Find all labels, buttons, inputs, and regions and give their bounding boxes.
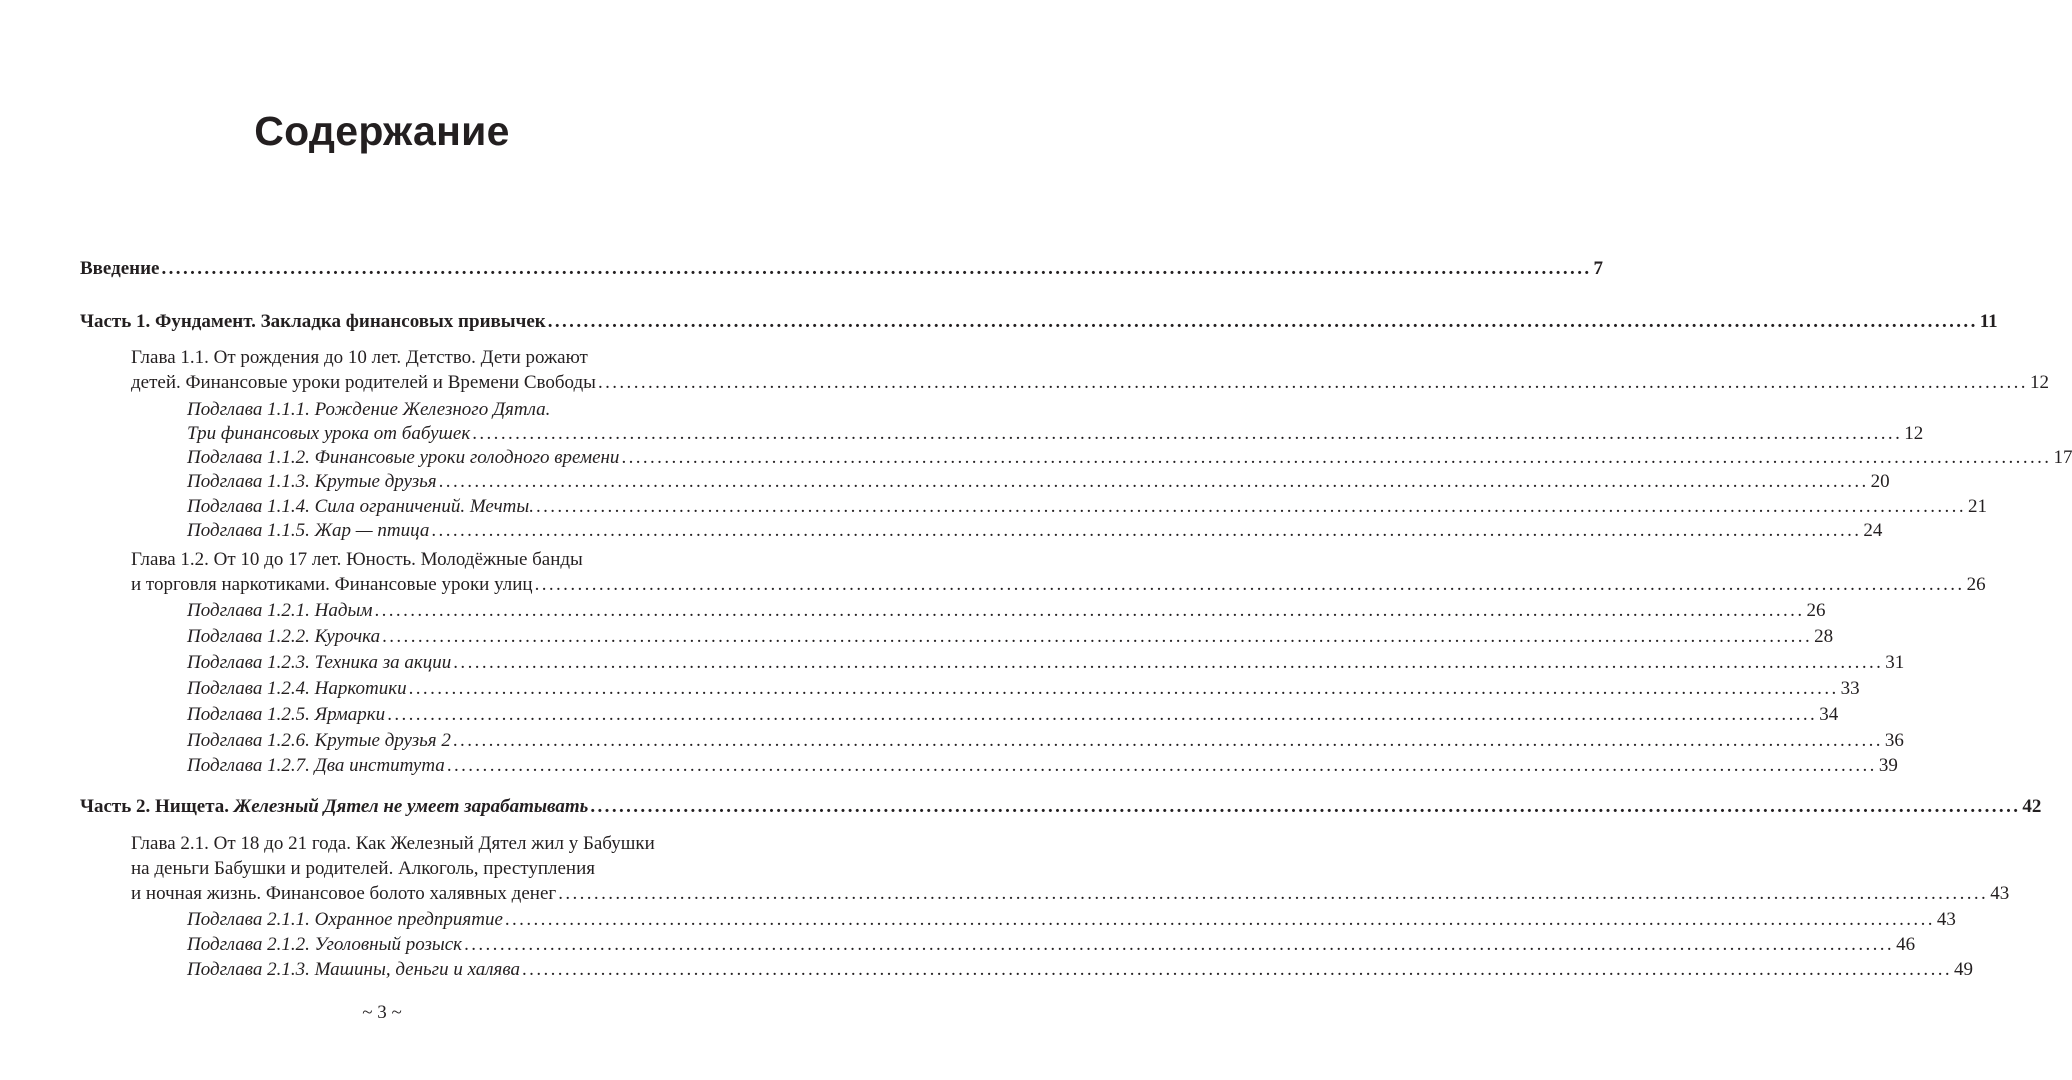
dot-leader: ........................................................................................................................................................................................................ — [464, 934, 1895, 955]
toc-page-number: 12 — [2029, 372, 2049, 393]
toc-chapter-line: Глава 1.1. От рождения до 10 лет. Детство. Дети рожают — [131, 347, 588, 368]
toc-entry-chapter-1-2[interactable] — [131, 572, 1986, 597]
dot-leader: ........................................................................................................................................................................................................ — [452, 730, 1883, 751]
dot-leader: ........................................................................................................................................................................................................ — [382, 626, 1813, 647]
toc-label: Часть 1. Фундамент. Закладка финансовых привычек — [80, 311, 546, 332]
toc-label: Подглава 1.2.6. Крутые друзья 2 — [187, 730, 451, 751]
dot-leader: ........................................................................................................................................................................................................ — [522, 959, 1953, 980]
toc-label — [80, 794, 588, 819]
toc-entry-subchapter[interactable] — [187, 907, 1956, 932]
toc-entry-subchapter[interactable] — [187, 932, 1916, 957]
toc-page-number: 12 — [1904, 423, 1924, 444]
toc-entry-subchapter[interactable] — [187, 702, 1839, 727]
toc-label-part: Часть 2. Нищета. — [80, 796, 234, 817]
toc-page-number: 34 — [1819, 704, 1839, 725]
toc-label: Подглава 2.1.2. Уголовный розыск — [187, 934, 463, 955]
toc-entry-subchapter[interactable] — [187, 421, 1924, 446]
toc-label: Подглава 1.2.4. Наркотики — [187, 678, 407, 699]
toc-entry-part-2[interactable] — [80, 794, 2042, 819]
dot-leader: ........................................................................................................................................................................................................ — [547, 311, 1978, 332]
dot-leader: ........................................................................................................................................................................................................ — [446, 755, 1877, 776]
toc-label: и торговля наркотиками. Финансовые уроки улиц — [131, 574, 533, 595]
toc-label: Подглава 1.2.3. Техника за акции — [187, 652, 452, 673]
toc-label: Подглава 1.1.5. Жар — птица — [187, 520, 430, 541]
toc-label: детей. Финансовые уроки родителей и Времени Свободы — [131, 372, 596, 393]
toc-label: и ночная жизнь. Финансовое болото халявных денег — [131, 883, 557, 904]
toc-page-number: 17 — [2053, 447, 2072, 468]
toc-entry-subchapter[interactable] — [187, 494, 1987, 519]
toc-page-number: 49 — [1954, 959, 1974, 980]
toc-page-number: 33 — [1840, 678, 1860, 699]
toc-label: Подглава 1.1.3. Крутые друзья — [187, 471, 437, 492]
dot-leader: ........................................................................................................................................................................................................ — [408, 678, 1839, 699]
dot-leader: ........................................................................................................................................................................................................ — [558, 883, 1989, 904]
toc-chapter-line: Глава 1.2. От 10 до 17 лет. Юность. Молодёжные банды — [131, 549, 583, 570]
toc-page-number: 36 — [1884, 730, 1904, 751]
dot-leader: ........................................................................................................................................................................................................ — [438, 471, 1869, 492]
toc-label: Подглава 1.1.4. Сила ограничений. Мечты. — [187, 496, 534, 517]
toc-entry-subchapter[interactable] — [187, 445, 2072, 470]
toc-chapter-line: Глава 2.1. От 18 до 21 года. Как Железный Дятел жил у Бабушки — [131, 833, 655, 854]
toc-page-number: 20 — [1870, 471, 1890, 492]
toc-page-number: 43 — [1990, 883, 2010, 904]
toc-label: Введение — [80, 258, 160, 279]
toc-entry-subchapter[interactable] — [187, 650, 1905, 675]
dot-leader: ........................................................................................................................................................................................................ — [374, 600, 1805, 621]
toc-label: Подглава 2.1.1. Охранное предприятие — [187, 909, 503, 930]
toc-page-number: 39 — [1878, 755, 1898, 776]
toc-label: Подглава 1.1.2. Финансовые уроки голодного времени — [187, 447, 620, 468]
page-title: Содержание — [254, 108, 510, 154]
toc-entry-chapter-2-1[interactable] — [131, 881, 2010, 906]
dot-leader: ........................................................................................................................................................................................................ — [453, 652, 1884, 673]
page-number-footer: ~ 3 ~ — [362, 1002, 402, 1023]
toc-page-number: 46 — [1896, 934, 1916, 955]
toc-label: Подглава 1.2.7. Два института — [187, 755, 445, 776]
toc-page-number: 11 — [1979, 311, 1998, 332]
toc-label: Три финансовых урока от бабушек — [187, 423, 471, 444]
toc-entry-subchapter[interactable] — [187, 469, 1890, 494]
dot-leader: ........................................................................................................................................................................................................ — [472, 423, 1903, 444]
dot-leader: ........................................................................................................................................................................................................ — [534, 574, 1965, 595]
toc-page-number: 21 — [1967, 496, 1987, 517]
dot-leader: ........................................................................................................................................................................................................ — [161, 258, 1592, 279]
toc-entry-subchapter[interactable] — [187, 753, 1898, 778]
toc-label: Подглава 2.1.3. Машины, деньги и халява — [187, 959, 521, 980]
dot-leader: ........................................................................................................................................................................................................ — [387, 704, 1818, 725]
toc-entry-subchapter[interactable] — [187, 518, 1883, 543]
dot-leader: ........................................................................................................................................................................................................ — [590, 796, 2021, 817]
toc-page-number: 42 — [2022, 796, 2042, 817]
dot-leader: ........................................................................................................................................................................................................ — [504, 909, 1935, 930]
toc-entry-intro[interactable] — [80, 256, 1603, 281]
toc-page-number: 26 — [1966, 574, 1986, 595]
toc-entry-subchapter[interactable] — [187, 728, 1904, 753]
toc-page-number: 28 — [1814, 626, 1834, 647]
toc-page-number: 7 — [1593, 258, 1603, 279]
toc-label: Подглава 1.2.5. Ярмарки — [187, 704, 386, 725]
toc-subchapter-line: Подглава 1.1.1. Рождение Железного Дятла. — [187, 399, 551, 420]
toc-label: Подглава 1.2.1. Надым — [187, 600, 373, 621]
toc-chapter-line: на деньги Бабушки и родителей. Алкоголь, преступления — [131, 858, 595, 879]
dot-leader: ........................................................................................................................................................................................................ — [431, 520, 1862, 541]
toc-entry-chapter-1-1[interactable] — [131, 370, 2049, 395]
dot-leader: ........................................................................................................................................................................................................ — [597, 372, 2028, 393]
toc-entry-part-1[interactable] — [80, 309, 1998, 334]
toc-entry-subchapter[interactable] — [187, 624, 1834, 649]
toc-page-number: 31 — [1885, 652, 1905, 673]
dot-leader: ........................................................................................................................................................................................................ — [621, 447, 2052, 468]
dot-leader: ........................................................................................................................................................................................................ — [535, 496, 1966, 517]
toc-entry-subchapter[interactable] — [187, 676, 1860, 701]
toc-page-number: 26 — [1806, 600, 1826, 621]
toc-label: Подглава 1.2.2. Курочка — [187, 626, 381, 647]
toc-label-part-italic: Железный Дятел не умеет зарабатывать — [233, 796, 589, 817]
toc-entry-subchapter[interactable] — [187, 957, 1974, 982]
toc-page-number: 43 — [1936, 909, 1956, 930]
toc-page-number: 24 — [1863, 520, 1883, 541]
toc-entry-subchapter[interactable] — [187, 598, 1826, 623]
